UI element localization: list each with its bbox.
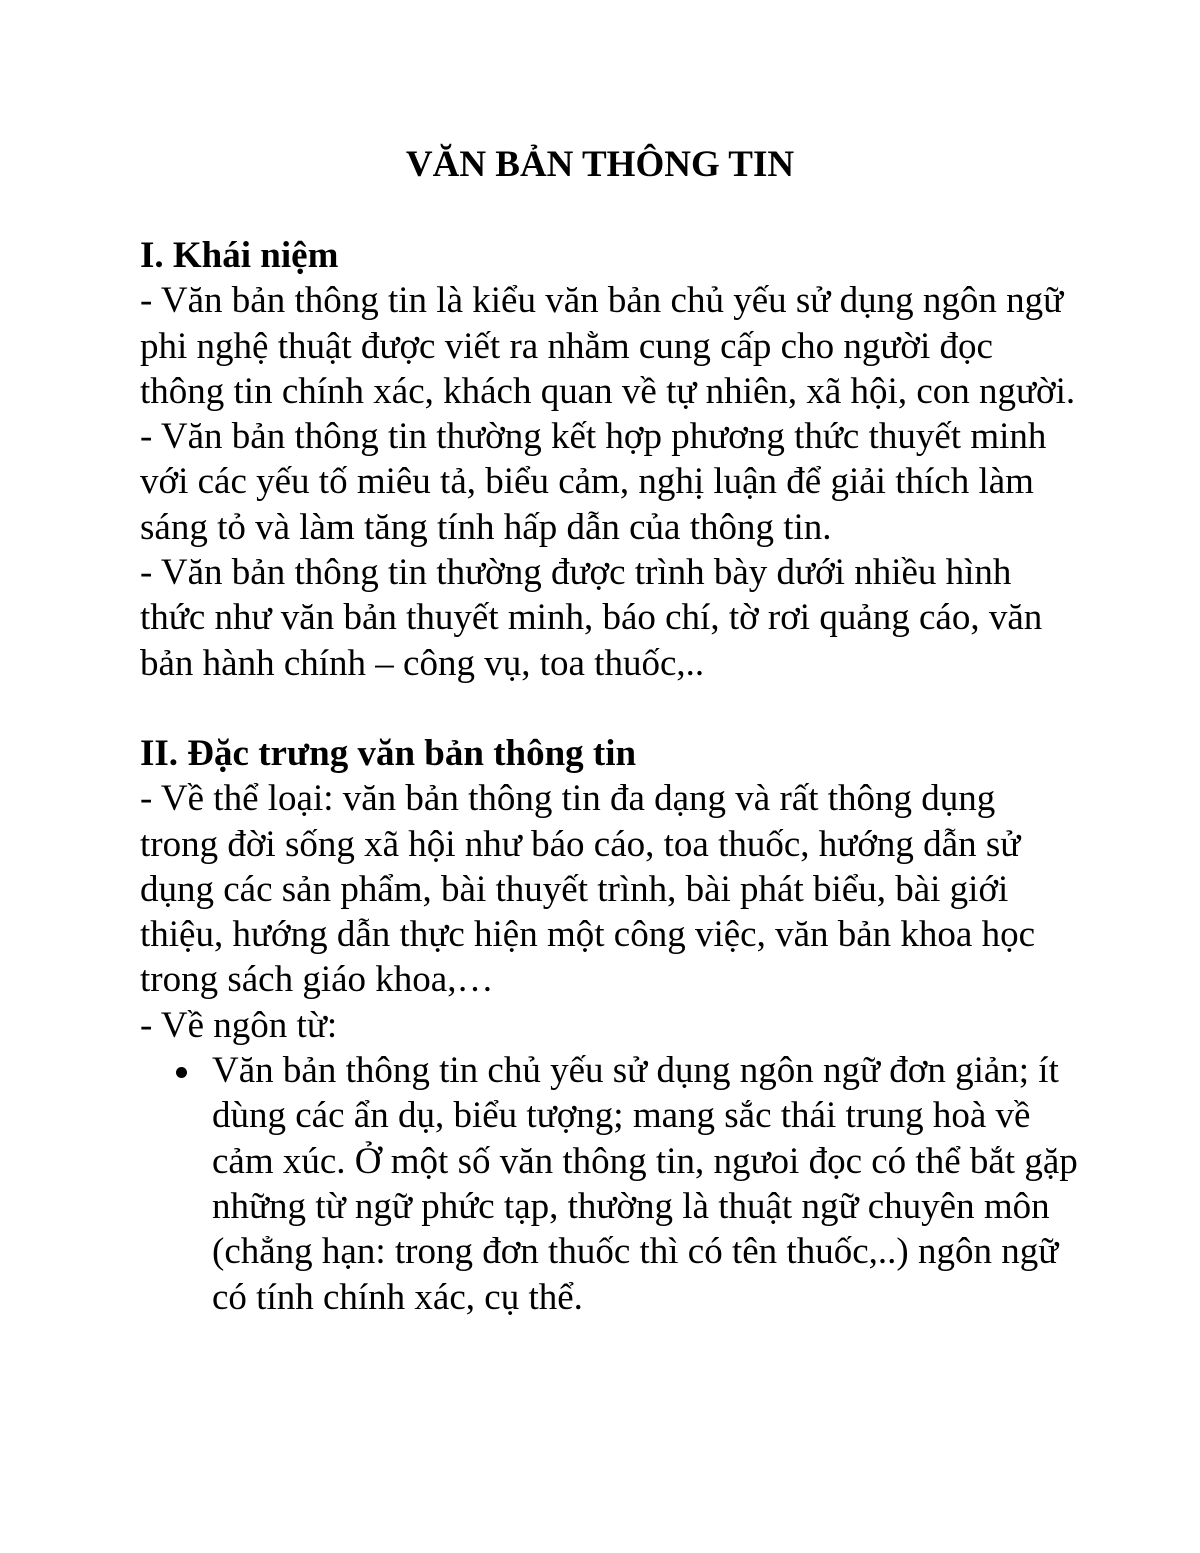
paragraph: - Văn bản thông tin thường được trình bày dưới nhiều hình thức như văn bản thuyết minh, báo chí, tờ rơi quảng cáo, văn bản hành chính – công vụ, toa thuốc,.. xyxy=(140,552,1043,684)
paragraph: - Văn bản thông tin là kiểu văn bản chủ yếu sử dụng ngôn ngữ phi nghệ thuật được viết ra nhằm cung cấp cho người đọc thông tin chính xác, khách quan về tự nhiên, xã hội, con người. xyxy=(140,280,1076,412)
paragraph: - Về thể loại: văn bản thông tin đa dạng và rất thông dụng trong đời sống xã hội như báo cáo, toa thuốc, hướng dẫn sử dụng các sản phẩm, bài thuyết trình, bài phát biểu, bài giới thiệu, hướng dẫn thực hiện một công việc, văn bản khoa học trong sách giáo khoa,… xyxy=(140,778,1036,1001)
section-spacer xyxy=(140,686,1080,731)
section-khai-niem xyxy=(140,233,1080,686)
section-dac-trung xyxy=(140,731,1080,1320)
paragraph: - Về ngôn từ: xyxy=(140,1004,338,1046)
bullet-icon xyxy=(176,1067,187,1078)
list-item xyxy=(140,1048,1080,1320)
list-item-text: Văn bản thông tin chủ yếu sử dụng ngôn ngữ đơn giản; ít dùng các ẩn dụ, biểu tượng; mang sắc thái trung hoà về cảm xúc. Ở một số văn thông tin, ngưoi đọc có thể bắt gặp những từ ngữ phức tạp, thường là thuật ngữ chuyên môn (chẳng hạn: trong đơn thuốc thì có tên thuốc,..) ngôn ngữ có tính chính xác, cụ thể. xyxy=(212,1050,1078,1318)
section-heading: II. Đặc trưng văn bản thông tin xyxy=(140,732,637,774)
section-heading: I. Khái niệm xyxy=(140,235,339,276)
paragraph: - Văn bản thông tin thường kết hợp phương thức thuyết minh với các yếu tố miêu tả, biểu cảm, nghị luận để giải thích làm sáng tỏ và làm tăng tính hấp dẫn của thông tin. xyxy=(140,416,1047,548)
document-body xyxy=(140,233,1080,1320)
bullet-list xyxy=(140,1048,1080,1320)
document-title: VĂN BẢN THÔNG TIN xyxy=(405,144,795,185)
